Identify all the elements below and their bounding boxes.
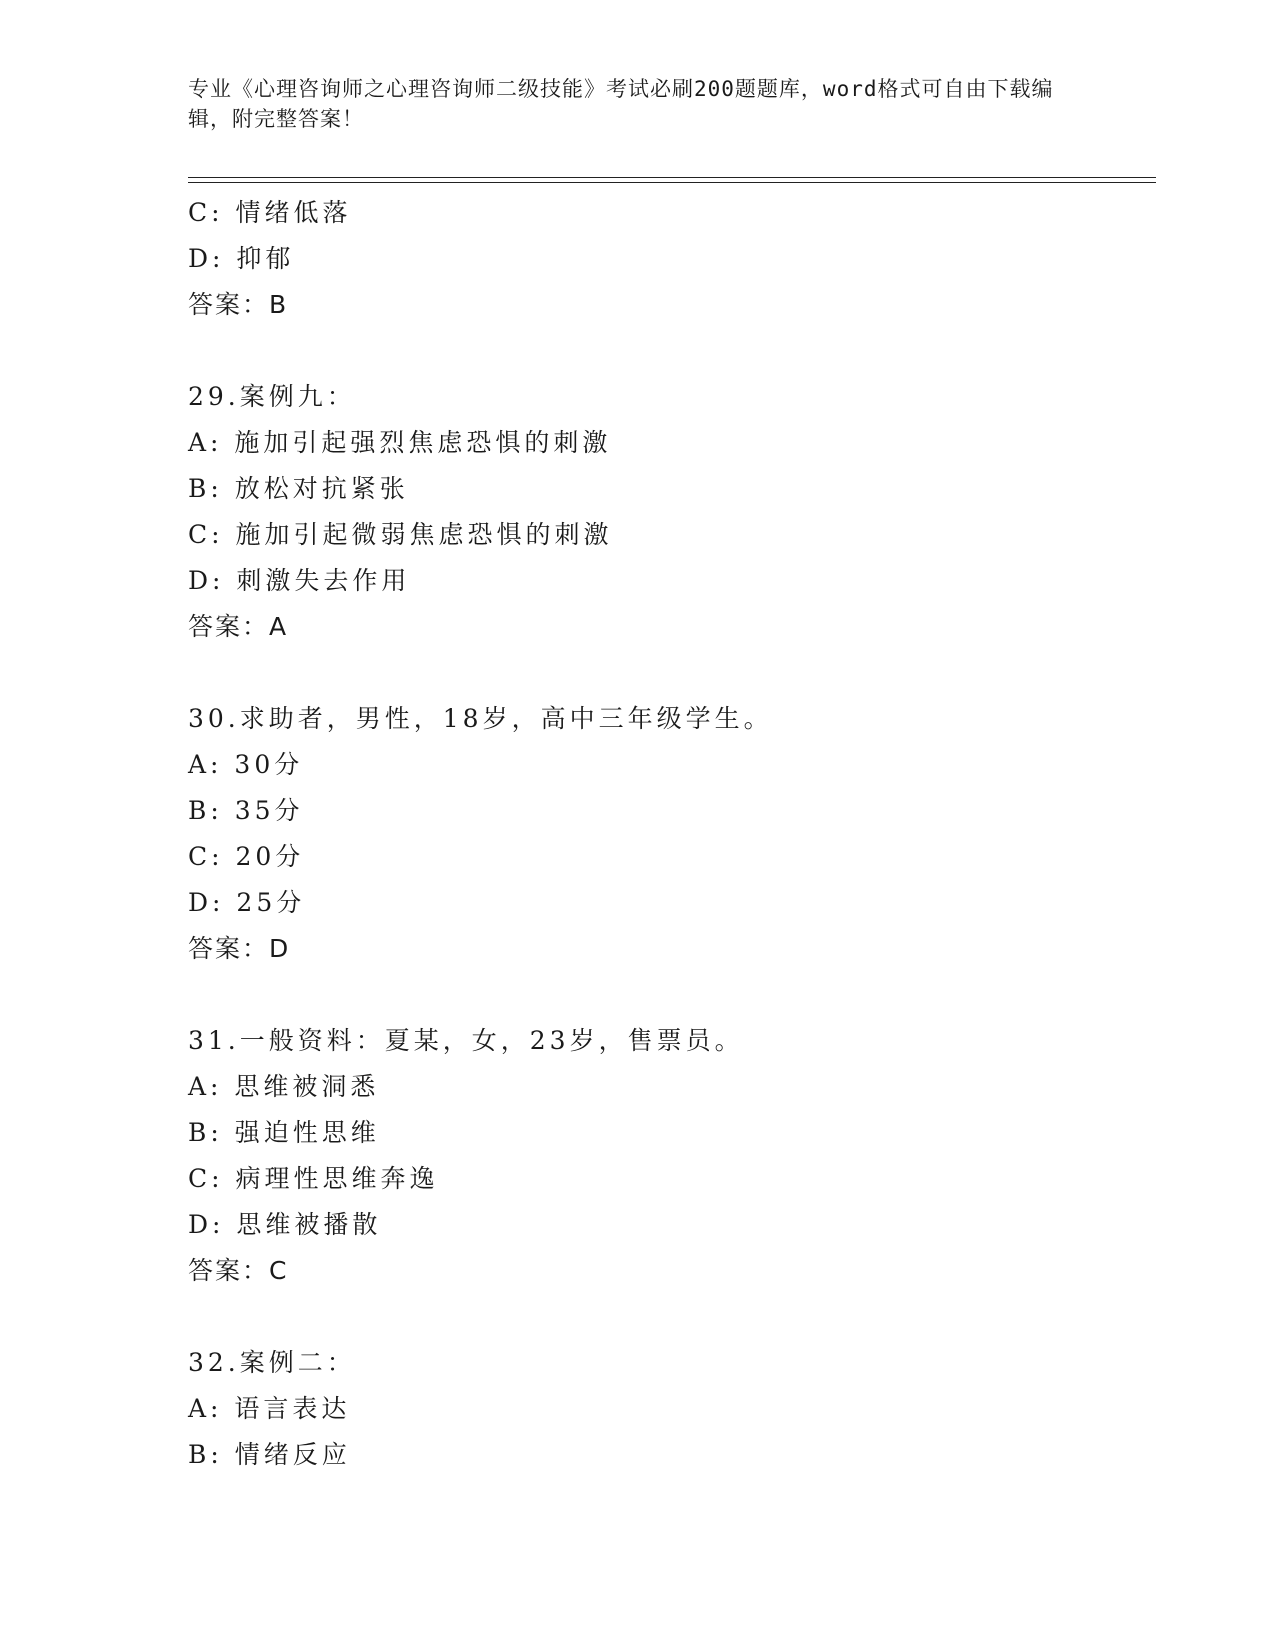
- question-list: [188, 190, 1148, 1478]
- option-d: D: 抑郁: [188, 244, 295, 273]
- option-c: C: 病理性思维奔逸: [188, 1164, 439, 1193]
- spacer: [188, 1294, 1148, 1340]
- option-a: A: 施加引起强烈焦虑恐惧的刺激: [188, 428, 612, 457]
- header-divider-top: [188, 177, 1156, 178]
- document-header: 专业《心理咨询师之心理咨询师二级技能》考试必刷200题题库，word格式可自由下载编辑，附完整答案！: [188, 77, 1054, 131]
- option-d: D: 25分: [188, 888, 306, 917]
- option-b: B: 放松对抗紧张: [188, 474, 409, 503]
- option-d: D: 思维被播散: [188, 1210, 382, 1239]
- option-a: A: 语言表达: [188, 1394, 351, 1423]
- question-title: 32.案例二：: [188, 1348, 356, 1377]
- option-a: A: 思维被洞悉: [188, 1072, 380, 1101]
- option-c: C: 情绪低落: [188, 198, 352, 227]
- answer-label: 答案：A: [188, 612, 289, 641]
- option-b: B: 强迫性思维: [188, 1118, 380, 1147]
- option-d: D: 刺激失去作用: [188, 566, 411, 595]
- option-c: C: 施加引起微弱焦虑恐惧的刺激: [188, 520, 613, 549]
- spacer: [188, 650, 1148, 696]
- answer-label: 答案：C: [188, 1256, 289, 1285]
- question-title: 31.一般资料：夏某，女，23岁，售票员。: [188, 1026, 744, 1055]
- question-title: 30.求助者，男性，18岁，高中三年级学生。: [188, 704, 773, 733]
- header-divider-bottom: [188, 182, 1156, 183]
- option-b: B: 情绪反应: [188, 1440, 351, 1469]
- spacer: [188, 328, 1148, 374]
- spacer: [188, 972, 1148, 1018]
- option-c: C: 20分: [188, 842, 305, 871]
- question-title: 29.案例九：: [188, 382, 356, 411]
- answer-label: 答案：B: [188, 290, 289, 319]
- answer-label: 答案：D: [188, 934, 291, 963]
- option-b: B: 35分: [188, 796, 304, 825]
- option-a: A: 30分: [188, 750, 304, 779]
